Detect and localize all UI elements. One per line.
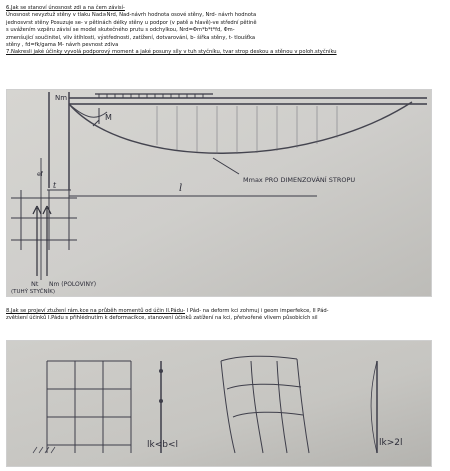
label-t: t	[53, 181, 57, 190]
label-l: l	[179, 183, 183, 194]
label-ef: ef	[37, 171, 43, 178]
section-8-heading: 8.Jak se projeví ztužení rám.kce na průběh momentů od účin II.Pádu-	[6, 308, 186, 314]
section-6-line-2: jednosvrst stěny Posuzuje se- v pětinách délky stěny u podpor (v patě a hlavě)-ve střední pětině	[6, 19, 257, 26]
label-nt: Nt	[31, 280, 39, 288]
section-8-line-2: zvětšení účinků I.Pádu s přihlédnutím k deformacíkce, stanovení účinků zatížení na kci, přetvořené vlivem působících sil	[6, 315, 318, 322]
section-6-line-4: zmenšující součinitel, vliv štíhlosti, výstřednosti, zatížení, dotvarování, b- šířka stěny, t- tloušťka	[6, 34, 256, 41]
label-left-condition: lk<b<l	[147, 440, 179, 450]
label-tuhy: (TUHÝ STYČNÍK)	[11, 289, 56, 295]
section-6	[6, 5, 446, 57]
label-m: M	[105, 113, 112, 122]
section-8-line-1-text: I Pád- na deform kci zohmuj i geom imperfekce, II Pád-	[186, 308, 329, 314]
label-nm-bottom: Nm (POLOVINY)	[49, 281, 97, 288]
sketch-photo-2	[6, 340, 432, 467]
label-mmax: Mmax PRO DIMENZOVÁNÍ STROPU	[243, 176, 356, 184]
sketch-2-drawing	[7, 341, 431, 466]
section-6-line-5: stěny , fd=fk/gama M- návrh pevnost zdiva	[6, 42, 119, 49]
label-right-condition: lk>2l	[379, 438, 403, 448]
section-6-line-3: s uvážením vzpěru závisí se model skutečného prutu s odchylkou, Nrd=Φm*b*t*fd, Φm-	[6, 27, 235, 34]
label-nm: Nm	[55, 94, 68, 102]
section-8	[6, 308, 446, 323]
section-6-line-1: Únosnost nevyztuž stěny v tlaku Nad≥Nrd, Nad-návrh hodnota osové stěny, Nrd- návrh hodnota	[6, 12, 257, 19]
section-6-heading: 6.Jak se stanoví únosnost zdi a na čem závisí-	[6, 5, 125, 11]
sketch-1-drawing	[7, 90, 431, 296]
sketch-photo-1	[6, 89, 432, 297]
section-7-heading: 7.Nakresli jaké účinky vyvolá podporový moment a jaké posuny síly v tuh styčníku, tvar strop deskou a stěnou v poloh.styčníku	[6, 49, 337, 56]
